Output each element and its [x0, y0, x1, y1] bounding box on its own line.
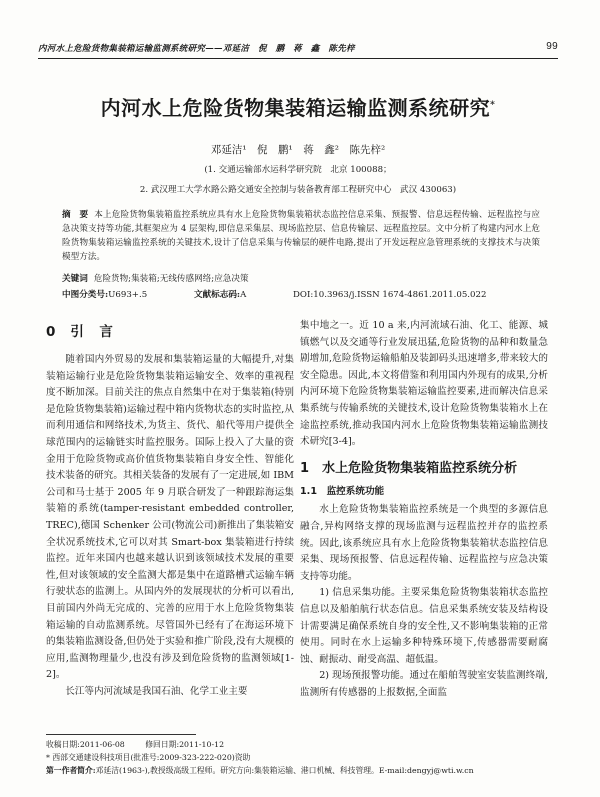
affiliation-2: 2. 武汉理工大学水路公路交通安全控制与装备教育部工程研究中心 武汉 430063) [139, 185, 457, 195]
doc-code-entry [194, 290, 268, 300]
clc-entry [62, 290, 169, 300]
clc-label: 中图分类号: [62, 290, 109, 300]
intro-paragraph-continued: 集中地之一。近 10 a 来,内河流域石油、化工、能源、城镇燃气以及交通等行业发展迅猛,危险货物的品种和数量急剧增加,危险货物运输船舶及装卸码头迅速增多,带来较大的安全隐患。因此,本文将借鉴和利用国内外现有的成果,分析内河环境下危险货物集装箱运输监控要素,进而解决信息采集系统与传输系统的关键技术,设计危险货物集装箱水上在途监控系统,推动我国内河水上危险货物集装箱运输监测技术研究[3-4]。 [300, 320, 548, 448]
bio-text: 邓延洁(1963-),教授级高级工程师。研究方向:集装箱运输、港口机械、科技管理。E-mail:dengyj@wti.w.cn [95, 766, 474, 775]
section-1-1-paragraph-2: 1) 信息采集功能。主要采集危险货物集装箱状态监控信息以及船舶航行状态信息。信息采集系统安装及结构设计需要满足确保系统自身的安全性,又不影响集装箱的正常使用。同时在水上运输多种特殊环境下,传感器需要耐腐蚀、耐振动、耐受高温、超低温。 [300, 587, 548, 665]
section-0-number: 0 [46, 324, 57, 340]
keywords-label: 关键词 [62, 274, 88, 284]
section-1-1-paragraph-3: 2) 现场预报警功能。通过在船舶驾驶室安装监测终端,监测所有传感器的上报数据,全面监 [300, 670, 548, 698]
section-1-heading [300, 459, 548, 478]
running-title: 内河水上危险货物集装箱运输监测系统研究——邓延洁 倪 鹏 蒋 鑫 陈先梓 [38, 44, 355, 54]
running-header [38, 42, 558, 56]
fund-text: (批准号:2009-323-222-020)资助 [130, 753, 251, 762]
section-0-heading [46, 322, 294, 342]
abstract-label: 摘 要 [62, 210, 89, 220]
section-1-1-heading: 1.1 监控系统功能 [300, 485, 385, 497]
title-text: 内河水上危险货物集装箱运输监测系统研究 [100, 96, 491, 120]
affiliation-1: (1. 交通运输部水运科学研究院 北京 100088； [204, 165, 392, 175]
doc-code: A [240, 290, 247, 300]
authors: 邓延洁¹ 倪 鹏¹ 蒋 鑫² 陈先梓² [210, 144, 386, 156]
keywords-line [62, 272, 540, 284]
title-footnote-mark: * [490, 100, 496, 111]
keywords: 危险货物;集装箱;无线传感网络;应急决策 [93, 274, 249, 284]
section-1-title: 水上危险货物集装箱监控系统分析 [322, 460, 518, 476]
left-column [46, 318, 294, 700]
footnote-fund [46, 751, 566, 764]
right-column [300, 318, 548, 701]
revised-date: 修回日期:2011-10-12 [145, 740, 225, 749]
bio-label: 第一作者简介: [46, 766, 96, 775]
section-1-number: 1 [300, 460, 310, 476]
header-rule [38, 58, 558, 59]
intro-paragraph-1: 随着国内外贸易的发展和集装箱运量的大幅提升,对集装箱运输行业是危险货物集装箱运输安全、效率的重视程度不断加深。目前关注的焦点自然集中在对于集装箱(特别是危险货物集装箱)运输过程中箱内货物状态的实时监控,从而利用通信和网络技术,为货主、货代、船代等用户提供全球范围内的运输链实时监控服务。国际上投入了大量的资金用于危险货物或高价值货物集装箱自身安全性、智能化技术装备的研究。其相关装备的发展有了一定进展,如 IBM 公司和马士基于 2005 年 9 月联合研发了一种跟踪海运集装箱的系统(tamper-resistant embedded controller, TREC),德国 Schenker 公司(物流公司)新推出了集装箱安全状况系统技术,它可以对其 Smart-box 集装箱进行持续监控。近年来国内也越来越认识到该领域技术发展的重要性,但对该领域的安全监测大都是集中在道路槽式运输车辆行驶状态的监测上。从国内外的发展现状的分析可以看出,目前国内外尚无完成的、完善的应用于水上危险货物集装箱运输的自动监测系统。尽管国外已经有了在海运环境下的集装箱监测设备,但仍处于实验和推广阶段,没有大规模的应用,监测物理量少,也没有涉及到危险货物的监测领域[1-2]。 [46, 354, 294, 681]
article-title [38, 92, 558, 121]
footnotes [46, 738, 566, 777]
received-date: 收稿日期:2011-06-08 [46, 740, 125, 749]
clc-code: U693+.5 [108, 290, 148, 300]
classification-line [62, 288, 540, 300]
intro-paragraph-2: 长江等内河流域是我国石油、化学工业主要 [65, 685, 248, 697]
footnote-rule [46, 734, 196, 735]
section-1-1-paragraph-1: 水上危险货物集装箱监控系统是一个典型的多源信息融合,异构网络支撑的现场监测与远程监控并存的监控系统。因此,该系统应具有水上危险货物集装箱状态监控信息采集、现场预报警、信息远程传输、远程监控与应急决策支持等功能。 [300, 504, 548, 582]
abstract-text: 本上危险货物集装箱监控系统应具有水上危险货物集装箱状态监控信息采集、预报警、信息远程传输、远程监控与应急决策支持等功能,其框架应为 4 层架构,即信息采集层、现场监控层、信息传输层、远程监控层。文中分析了构建内河水上危险货物集装箱运输监控系统的关键技术,设计了信息采集与传输层的硬件电路,提出了开发远程应急管理系统的支撑技术与决策模型方法。 [62, 210, 540, 262]
footnote-dates [46, 738, 566, 751]
footnote-author-bio [46, 764, 566, 777]
section-0-title: 引 言 [70, 324, 114, 340]
page-number: 99 [546, 41, 558, 52]
fund-label: * 西部交通建设科技项目 [46, 753, 131, 762]
doc-code-label: 文献标志码: [193, 290, 241, 300]
abstract [62, 208, 540, 264]
doi: DOI:10.3963/j.ISSN 1674-4861.2011.05.022 [293, 290, 487, 300]
